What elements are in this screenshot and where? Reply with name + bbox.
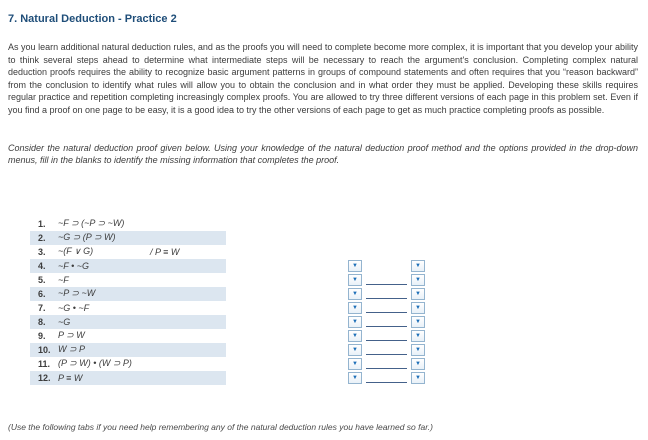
justification-lines-dropdown[interactable] bbox=[348, 372, 362, 384]
justification-rule-dropdown[interactable] bbox=[411, 274, 425, 286]
statement: ~G • ~F bbox=[58, 302, 90, 313]
line-number: 2. bbox=[38, 232, 46, 243]
answer-blank bbox=[366, 288, 407, 299]
line-number: 9. bbox=[38, 330, 46, 341]
statement: W ⊃ P bbox=[58, 344, 86, 355]
proof-row bbox=[30, 329, 638, 343]
answer-dropdowns bbox=[348, 316, 425, 328]
justification-lines-dropdown[interactable] bbox=[348, 344, 362, 356]
chevron-down-icon: ▼ bbox=[415, 276, 421, 283]
justification-rule-dropdown[interactable] bbox=[411, 260, 425, 272]
chevron-down-icon: ▼ bbox=[415, 290, 421, 297]
statement: ~G ⊃ (P ⊃ W) bbox=[58, 232, 116, 243]
answer-blank bbox=[366, 330, 407, 341]
proof-row bbox=[30, 217, 638, 231]
answer-dropdowns bbox=[348, 358, 425, 370]
answer-dropdowns bbox=[348, 344, 425, 356]
answer-blank bbox=[366, 274, 407, 285]
statement: ~F bbox=[58, 274, 69, 285]
proof-row bbox=[30, 287, 638, 301]
statement: (P ⊃ W) • (W ⊃ P) bbox=[58, 358, 132, 369]
answer-blank bbox=[366, 316, 407, 327]
chevron-down-icon: ▼ bbox=[352, 318, 358, 325]
answer-blank bbox=[366, 358, 407, 369]
justification-lines-dropdown[interactable] bbox=[348, 330, 362, 342]
chevron-down-icon: ▼ bbox=[415, 346, 421, 353]
answer-blank bbox=[366, 302, 407, 313]
chevron-down-icon: ▼ bbox=[352, 276, 358, 283]
proof-row bbox=[30, 371, 638, 385]
justification-rule-dropdown[interactable] bbox=[411, 288, 425, 300]
statement: ~P ⊃ ~W bbox=[58, 288, 96, 299]
line-number: 3. bbox=[38, 246, 46, 257]
line-number: 6. bbox=[38, 288, 46, 299]
proof-row bbox=[30, 357, 638, 371]
justification-lines-dropdown[interactable] bbox=[348, 288, 362, 300]
chevron-down-icon: ▼ bbox=[352, 332, 358, 339]
justification-rule-dropdown[interactable] bbox=[411, 330, 425, 342]
answer-dropdowns bbox=[348, 372, 425, 384]
justification-rule-dropdown[interactable] bbox=[411, 302, 425, 314]
proof-row-left bbox=[30, 245, 226, 259]
answer-dropdowns bbox=[348, 302, 425, 314]
chevron-down-icon: ▼ bbox=[352, 262, 358, 269]
chevron-down-icon: ▼ bbox=[415, 262, 421, 269]
justification-lines-dropdown[interactable] bbox=[348, 302, 362, 314]
line-number: 1. bbox=[38, 218, 46, 229]
proof-row bbox=[30, 245, 638, 259]
proof-row-left bbox=[30, 259, 226, 273]
proof-row-left bbox=[30, 301, 226, 315]
answer-dropdowns bbox=[348, 260, 425, 272]
proof-table bbox=[30, 217, 638, 385]
page-title: 7. Natural Deduction - Practice 2 bbox=[8, 13, 177, 25]
proof-row bbox=[30, 343, 638, 357]
statement: P ≡ W bbox=[58, 372, 83, 383]
line-number: 11. bbox=[38, 358, 51, 369]
justification-lines-dropdown[interactable] bbox=[348, 274, 362, 286]
chevron-down-icon: ▼ bbox=[352, 374, 358, 381]
chevron-down-icon: ▼ bbox=[415, 360, 421, 367]
proof-row-left bbox=[30, 217, 226, 231]
line-number: 4. bbox=[38, 260, 46, 271]
proof-row-left bbox=[30, 287, 226, 301]
footnote: (Use the following tabs if you need help remembering any of the natural deduction rules you have learned so far.) bbox=[8, 421, 433, 432]
answer-blank bbox=[366, 344, 407, 355]
line-number: 5. bbox=[38, 274, 46, 285]
chevron-down-icon: ▼ bbox=[352, 346, 358, 353]
proof-row-left bbox=[30, 231, 226, 245]
answer-dropdowns bbox=[348, 274, 425, 286]
proof-row bbox=[30, 259, 638, 273]
proof-row-left bbox=[30, 371, 226, 385]
proof-row bbox=[30, 301, 638, 315]
line-number: 7. bbox=[38, 302, 46, 313]
answer-dropdowns bbox=[348, 330, 425, 342]
justification-lines-dropdown[interactable] bbox=[348, 358, 362, 370]
proof-row-left bbox=[30, 343, 226, 357]
chevron-down-icon: ▼ bbox=[352, 290, 358, 297]
chevron-down-icon: ▼ bbox=[352, 304, 358, 311]
answer-blank bbox=[366, 372, 407, 383]
statement: ~(F ∨ G) bbox=[58, 246, 94, 257]
proof-row-left bbox=[30, 315, 226, 329]
justification-rule-dropdown[interactable] bbox=[411, 316, 425, 328]
proof-row-left bbox=[30, 329, 226, 343]
statement: ~F ⊃ (~P ⊃ ~W) bbox=[58, 218, 125, 229]
proof-row bbox=[30, 273, 638, 287]
justification-rule-dropdown[interactable] bbox=[411, 372, 425, 384]
line-number: 8. bbox=[38, 316, 46, 327]
justification-lines-dropdown[interactable] bbox=[348, 260, 362, 272]
chevron-down-icon: ▼ bbox=[415, 304, 421, 311]
line-number: 12. bbox=[38, 372, 51, 383]
proof-row-left bbox=[30, 273, 226, 287]
statement: ~G bbox=[58, 316, 71, 327]
statement: ~F • ~G bbox=[58, 260, 89, 271]
conclusion-label: / P ≡ W bbox=[150, 246, 180, 257]
proof-row-left bbox=[30, 357, 226, 371]
chevron-down-icon: ▼ bbox=[352, 360, 358, 367]
justification-rule-dropdown[interactable] bbox=[411, 358, 425, 370]
justification-rule-dropdown[interactable] bbox=[411, 344, 425, 356]
line-number: 10. bbox=[38, 344, 51, 355]
instructions-paragraph: Consider the natural deduction proof given below. Using your knowledge of the natural deduction proof method and the options provided in the drop-down menus, fill in the blanks to identify the missing information that completes the proof. bbox=[8, 142, 638, 166]
proof-row bbox=[30, 315, 638, 329]
chevron-down-icon: ▼ bbox=[415, 332, 421, 339]
proof-row bbox=[30, 231, 638, 245]
answer-dropdowns bbox=[348, 288, 425, 300]
justification-lines-dropdown[interactable] bbox=[348, 316, 362, 328]
chevron-down-icon: ▼ bbox=[415, 318, 421, 325]
chevron-down-icon: ▼ bbox=[415, 374, 421, 381]
statement: P ⊃ W bbox=[58, 330, 85, 341]
intro-paragraph: As you learn additional natural deduction rules, and as the proofs you will need to complete become more complex, it is important that you develop your ability to think several steps ahead to determine what intermediate steps will be necessary to reach the argument's conclusion. Completing complex natural deduction proofs requires the ability to recognize basic argument patterns in groups of compound statements and often requires that you “reason backward” from the conclusion to identify what rules will allow you to obtain the conclusion and in what order they must be applied. Developing these skills requires regular practice and repetition completing increasingly complex proofs. You are allowed to try three different versions of each page in this problem set. Even if you find a proof on one page to be easy, it is a good idea to try the other versions of each page to get as much practice completing proofs as possible. bbox=[8, 42, 638, 115]
